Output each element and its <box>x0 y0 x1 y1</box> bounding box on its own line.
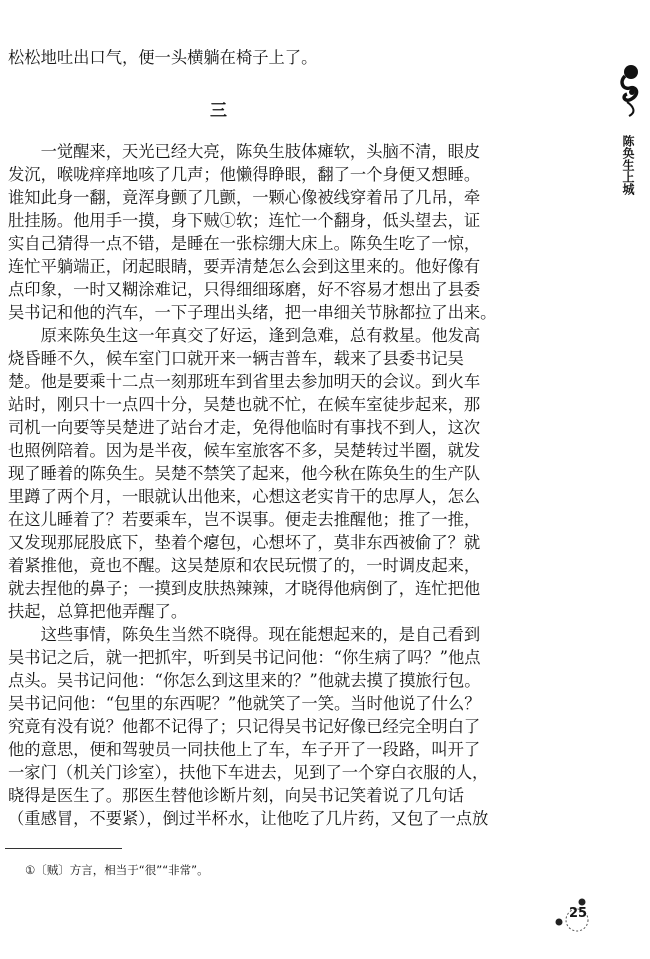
section-heading: 三 <box>210 101 227 121</box>
text-line: 吴书记和他的汽车，一下子理出头绪，把一串细关节脉都拉了出来。 <box>8 303 497 322</box>
text-line: 现了睡着的陈奂生。吴楚不禁笑了起来，他今秋在陈奂生的生产队 <box>8 464 481 483</box>
text-line: 究竟有没有说？他都不记得了；只记得吴书记好像已经完全明白了 <box>8 717 481 736</box>
text-line: 就去捏他的鼻子；一摸到皮肤热辣辣，才晓得他病倒了，连忙把他 <box>8 579 481 598</box>
footnote-divider <box>5 848 122 849</box>
text-line: 烧昏睡不久，候车室门口就开来一辆吉普车，载来了县委书记吴 <box>8 349 464 368</box>
text-line: 一家门（机关门诊室），扶他下车进去，见到了一个穿白衣服的人， <box>8 763 489 782</box>
text-line: 吴书记问他：“包里的东西呢？”他就笑了一笑。当时他说了什么？ <box>8 694 481 713</box>
page-number: 25 <box>569 906 588 921</box>
text-line: 又发现那屁股底下，垫着个瘪包，心想坏了，莫非东西被偷了？就 <box>8 533 481 552</box>
text-line: 连忙平躺端正，闭起眼睛，要弄清楚怎么会到这里来的。他好像有 <box>8 257 481 276</box>
text-line: 扶起，总算把他弄醒了。 <box>8 602 188 621</box>
text-line: 肚挂肠。他用手一摸，身下贼①软；连忙一个翻身，低头望去，证 <box>8 211 481 230</box>
text-line: （重感冒，不要紧），倒过半杯水，让他吃了几片药，又包了一点放 <box>8 809 489 828</box>
footnote: ①〔贼〕方言，相当于“很”“非常”。 <box>25 863 209 877</box>
text-line: 谁知此身一翻，竟浑身颤了几颤，一颗心像被线穿着吊了几吊，牵 <box>8 188 481 207</box>
opening-line: 松松地吐出口气，便一头横躺在椅子上了。 <box>8 48 318 67</box>
text-line: 实自己猜得一点不错，是睡在一张棕绷大床上。陈奂生吃了一惊， <box>8 234 481 253</box>
text-line: 点头。吴书记问他：“你怎么到这里来的？”他就去摸了摸旅行包。 <box>8 671 481 690</box>
decorative-scroll-icon <box>617 62 643 118</box>
text-line: 原来陈奂生这一年真交了好运，逢到急难，总有救星。他发高 <box>8 326 481 345</box>
text-line: 司机一向要等吴楚进了站台才走，免得他临时有事找不到人，这次 <box>8 418 481 437</box>
text-line: 吴书记之后，就一把抓牢，听到吴书记问他：“你生病了吗？”他点 <box>8 648 481 667</box>
text-line: 晓得是医生了。那医生替他诊断片刻，向吴书记笑着说了几句话 <box>8 786 464 805</box>
text-line: 在这儿睡着了？若要乘车，岂不误事。便走去推醒他；推了一推， <box>8 510 481 529</box>
text-line: 站时，刚只十一点四十分，吴楚也就不忙，在候车室徒步起来，那 <box>8 395 481 414</box>
text-line: 也照例陪着。因为是半夜，候车室旅客不多，吴楚转过半圈，就发 <box>8 441 481 460</box>
text-line: 发沉，喉咙痒痒地咳了几声；他懒得睁眼，翻了一个身便又想睡。 <box>8 165 481 184</box>
text-line: 楚。他是要乘十二点一刻那班车到省里去参加明天的会议。到火车 <box>8 372 481 391</box>
running-title: 陈奂生上城 <box>621 135 635 195</box>
text-line: 点印象，一时又糊涂难记，只得细细琢磨，好不容易才想出了县委 <box>8 280 481 299</box>
text-line: 里蹲了两个月，一眼就认出他来，心想这老实肯干的忠厚人，怎么 <box>8 487 481 506</box>
text-line: 这些事情，陈奂生当然不晓得。现在能想起来的，是自己看到 <box>8 625 481 644</box>
page-number-badge <box>553 896 603 936</box>
text-line: 着紧推他，竟也不醒。这吴楚原和农民玩惯了的，一时调皮起来， <box>8 556 481 575</box>
text-line: 一觉醒来，天光已经大亮，陈奂生肢体瘫软，头脑不清，眼皮 <box>8 142 481 161</box>
text-line: 他的意思，便和驾驶员一同扶他上了车，车子开了一段路，叫开了 <box>8 740 481 759</box>
